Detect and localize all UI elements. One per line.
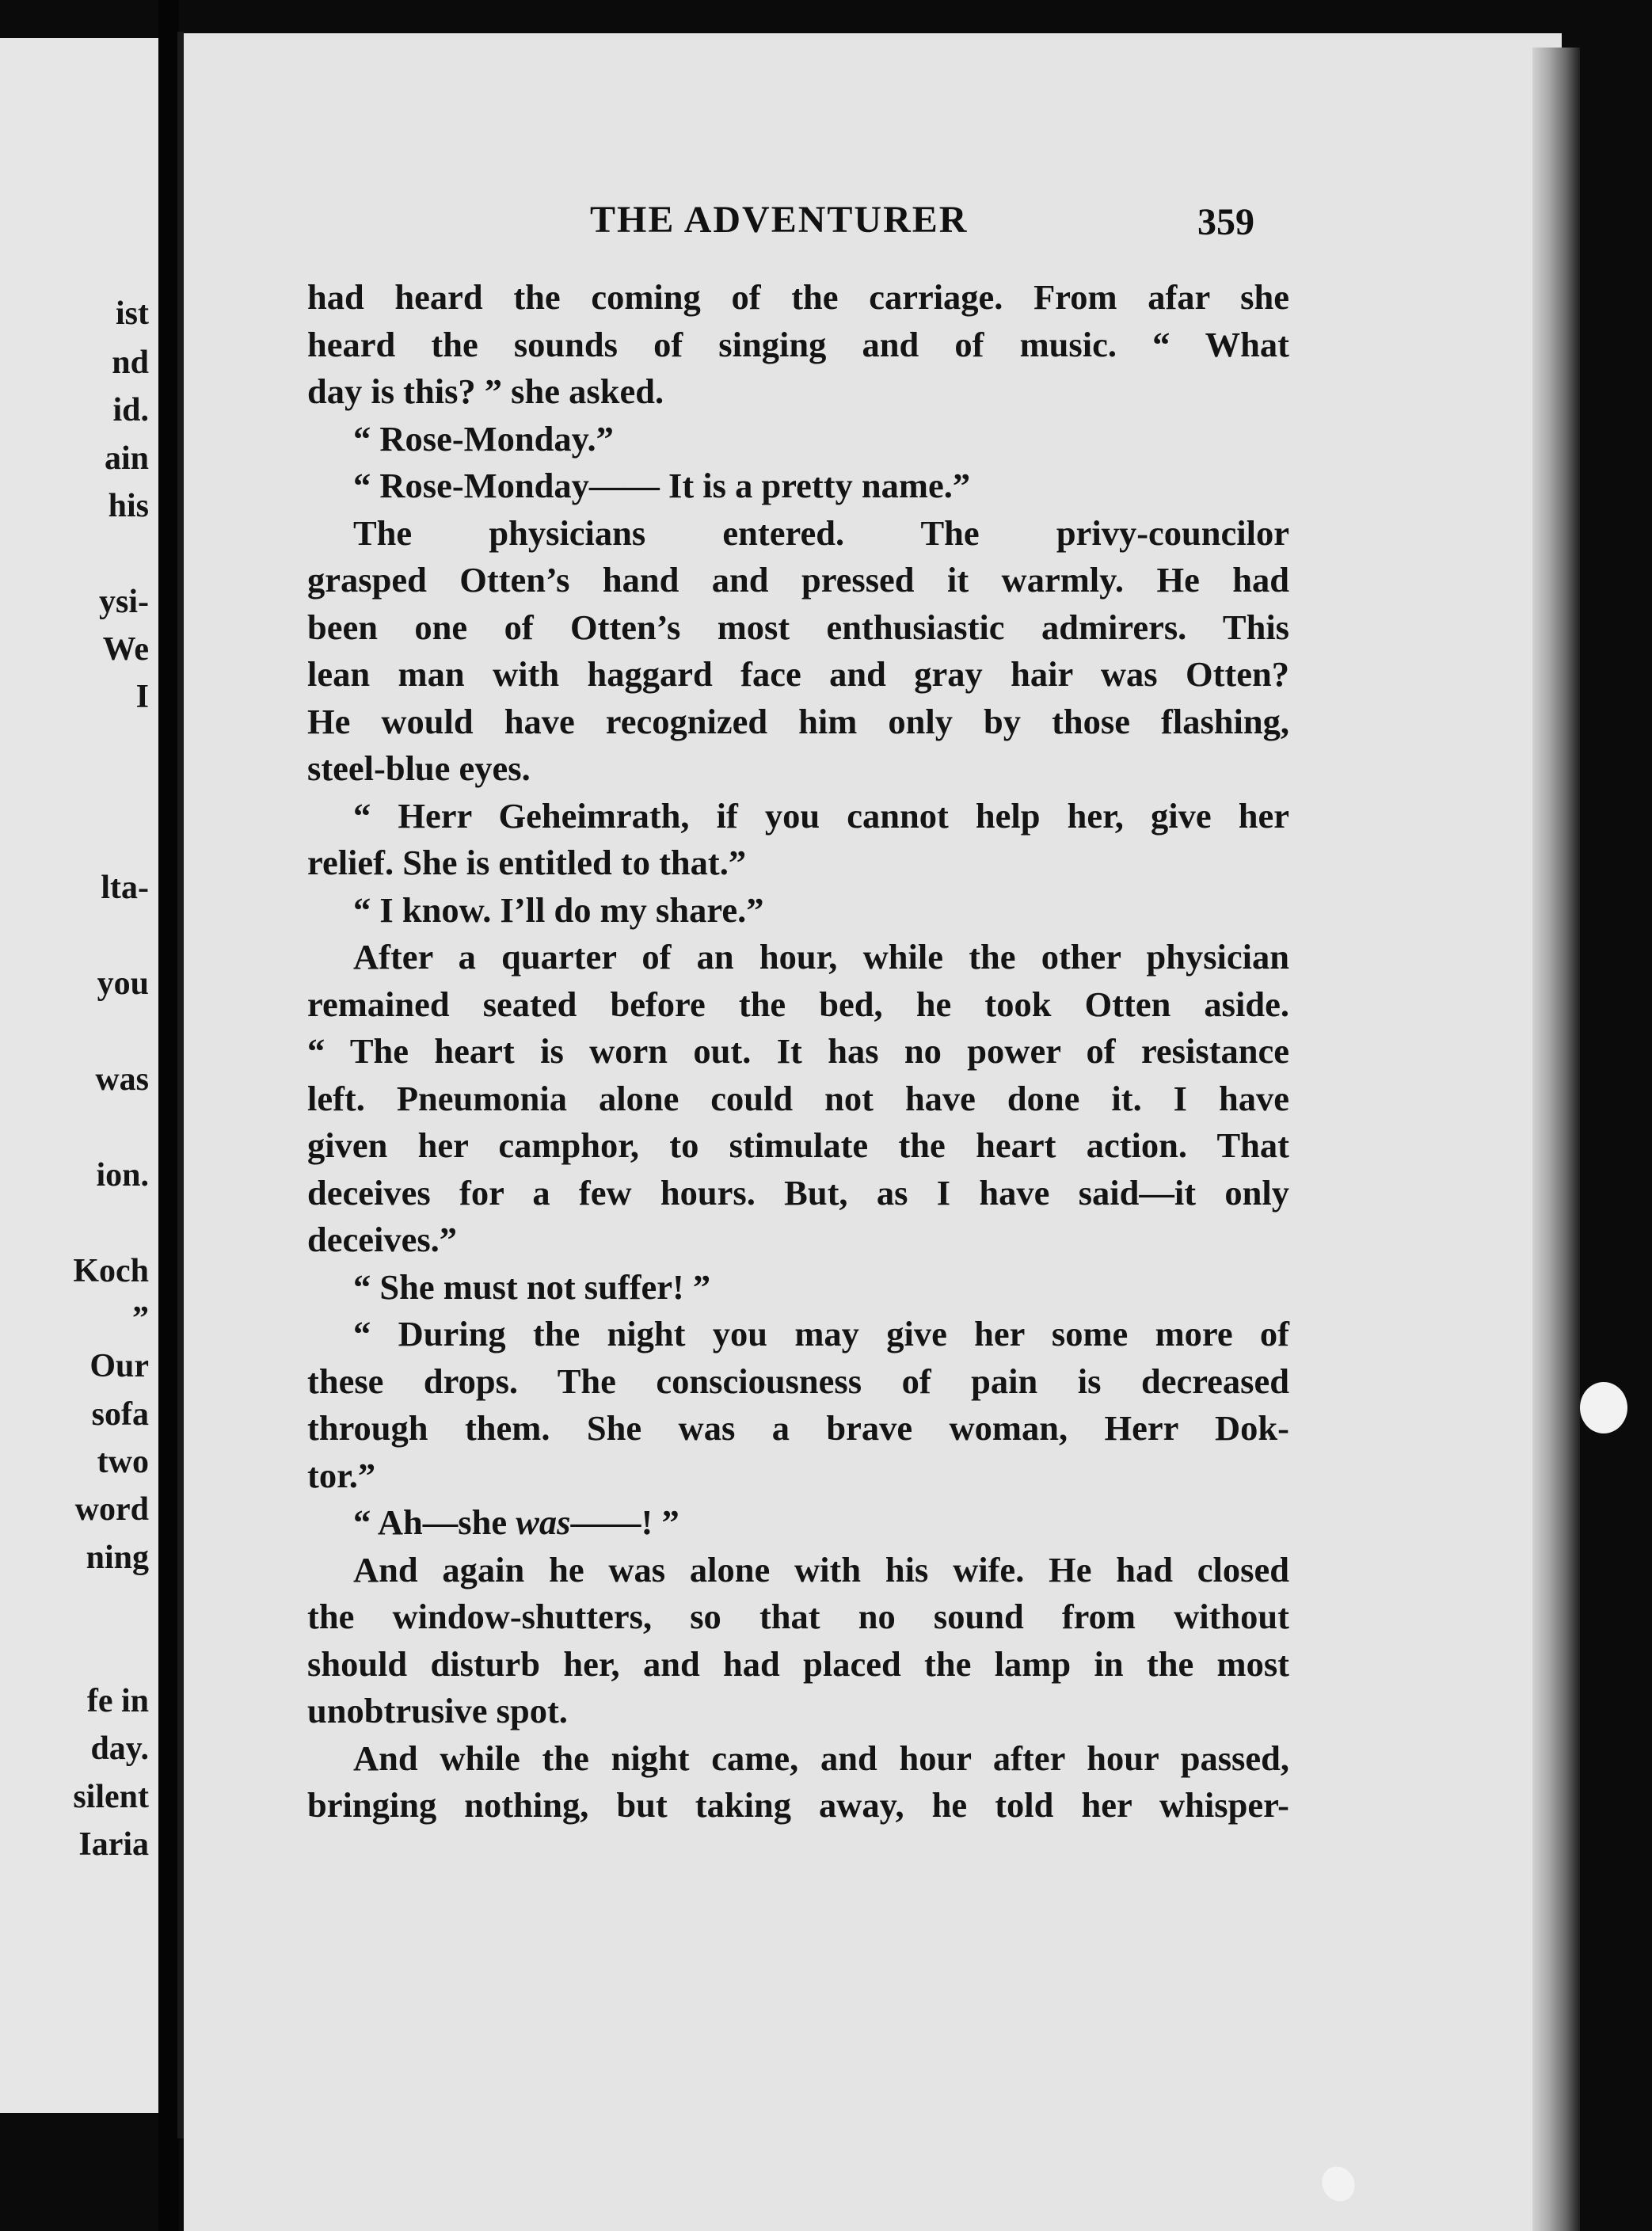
left-page-fragment: ion. [96, 1157, 149, 1194]
text-line: these drops. The consciousness of pain is decreased [307, 1361, 1289, 1401]
left-page-fragment: lta- [101, 870, 149, 906]
left-page-fragment: ist [116, 295, 149, 332]
running-head: THE ADVENTURER [590, 199, 969, 241]
text-line: left. Pneumonia alone could not have done it. I have [307, 1078, 1289, 1118]
left-page-fragment: word [74, 1491, 149, 1528]
text-line: been one of Otten’s most enthusiastic admirers. This [307, 607, 1289, 647]
text-line: “ During the night you may give her some more of [353, 1314, 1289, 1353]
paper-clip-blemish [1580, 1382, 1627, 1433]
left-page-fragment: his [108, 488, 149, 524]
text-fragment: ——! ” [570, 1502, 679, 1542]
left-page-fragment: sofa [91, 1396, 149, 1433]
left-page-fragment: fe in [86, 1683, 149, 1719]
body-text [307, 274, 1289, 1829]
text-line: heard the sounds of singing and of music. “ What [307, 324, 1289, 364]
left-page-fragment: Our [89, 1348, 149, 1384]
text-line: “ Rose-Monday.” [353, 418, 614, 459]
left-page-fragment: Iaria [78, 1826, 149, 1863]
text-line: given her camphor, to stimulate the heart action. That [307, 1125, 1289, 1165]
page-number: 359 [1197, 201, 1254, 243]
text-line: After a quarter of an hour, while the other physician [353, 937, 1289, 977]
left-page-fragment: I [135, 679, 149, 715]
left-page-fragment: was [95, 1061, 149, 1098]
left-page-fragment: ain [104, 440, 149, 477]
text-line: tor.” [307, 1455, 376, 1495]
text-fragment: “ Ah—she [353, 1502, 516, 1542]
text-line: And again he was alone with his wife. He had closed [353, 1549, 1289, 1589]
left-page-fragment: day. [90, 1730, 149, 1767]
left-page-fragment: ning [86, 1540, 149, 1576]
text-line: the window-shutters, so that no sound from without [307, 1597, 1289, 1636]
italic-word: was [516, 1502, 571, 1542]
text-line: should disturb her, and had placed the lamp in the most [307, 1643, 1289, 1684]
text-line: relief. She is entitled to that.” [307, 843, 747, 882]
left-page-fragment: two [97, 1444, 149, 1480]
left-page-fragment: ysi- [99, 584, 149, 620]
gutter-shadow [177, 32, 184, 2138]
left-page-fragment: you [97, 965, 149, 1002]
text-line: The physicians entered. The privy-councilor [353, 512, 1289, 553]
text-line: through them. She was a brave woman, Herr Dok- [307, 1408, 1289, 1448]
text-line: lean man with haggard face and gray hair was Otten? [307, 654, 1289, 694]
text-line: “ She must not suffer! ” [353, 1266, 711, 1307]
left-facing-page [0, 38, 158, 2113]
text-line: “ Rose-Monday—— It is a pretty name.” [353, 466, 971, 505]
text-line: “ I know. I’ll do my share.” [353, 889, 764, 930]
text-line [307, 1499, 1289, 1547]
text-line: bringing nothing, but taking away, he told her whisper- [307, 1785, 1289, 1825]
text-line: steel-blue eyes. [307, 748, 531, 788]
page-edge-shadow [1532, 48, 1580, 2231]
left-page-fragment: id. [112, 392, 149, 428]
text-line: unobtrusive spot. [307, 1691, 568, 1730]
left-page-fragment: nd [112, 345, 149, 381]
left-page-fragment: ” [132, 1300, 149, 1337]
text-line: deceives.” [307, 1220, 458, 1259]
text-line: “ Herr Geheimrath, if you cannot help her, give her [353, 795, 1289, 836]
text-line: “ The heart is worn out. It has no power of resistance [307, 1031, 1289, 1071]
left-page-fragment: We [102, 631, 149, 668]
text-line: And while the night came, and hour after hour passed, [353, 1738, 1289, 1778]
text-line: deceives for a few hours. But, as I have said—it only [307, 1172, 1289, 1213]
text-line: had heard the coming of the carriage. From afar she [307, 277, 1289, 317]
book-gutter [158, 0, 179, 2231]
left-page-fragment: silent [73, 1779, 149, 1815]
left-page-fragment: Koch [73, 1253, 149, 1289]
text-line: grasped Otten’s hand and pressed it warmly. He had [307, 560, 1289, 600]
text-line: day is this? ” she asked. [307, 371, 664, 411]
text-line: He would have recognized him only by those flashing, [307, 701, 1289, 741]
text-line: remained seated before the bed, he took Otten aside. [307, 984, 1289, 1024]
